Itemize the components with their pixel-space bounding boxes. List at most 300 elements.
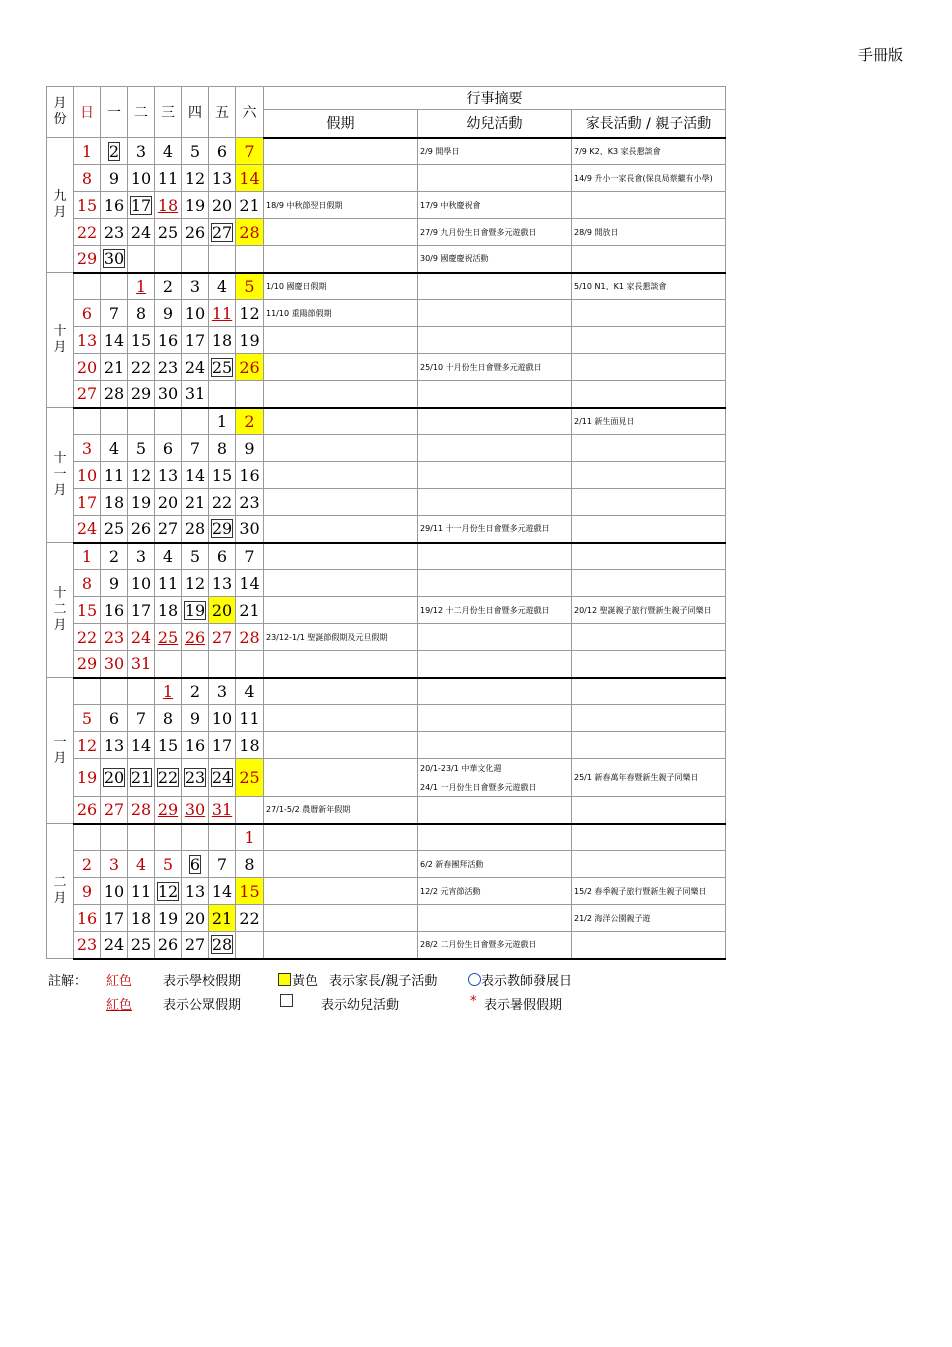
child-activity-cell — [418, 678, 572, 705]
day-cell — [236, 824, 264, 851]
day-number: 21 — [103, 357, 125, 377]
child-activity-cell — [418, 381, 572, 408]
day-cell — [182, 570, 209, 597]
day-number: 28 — [184, 519, 206, 539]
day-cell — [128, 381, 155, 408]
day-number: 15 — [130, 330, 152, 350]
day-number: 20 — [76, 357, 98, 377]
week-row — [47, 905, 726, 932]
legend-yellow — [278, 970, 318, 989]
day-cell — [74, 732, 101, 759]
day-number: 25 — [103, 519, 125, 539]
day-number: 24 — [103, 935, 125, 955]
day-number: 13 — [211, 573, 233, 593]
parent-activity-cell — [572, 851, 726, 878]
day-number: 30 — [103, 654, 125, 674]
week-row — [47, 543, 726, 570]
day-number: 5 — [189, 546, 201, 566]
day-cell — [236, 651, 264, 678]
day-number: 16 — [184, 735, 206, 755]
week-row — [47, 462, 726, 489]
day-number: 29 — [157, 800, 179, 820]
day-cell — [101, 678, 128, 705]
day-cell — [182, 543, 209, 570]
box-swatch-icon — [280, 994, 293, 1007]
day-number: 20 — [211, 195, 233, 215]
day-number: 7 — [244, 141, 255, 161]
day-number: 2 — [108, 141, 120, 161]
edition-label: 手冊版 — [858, 46, 904, 64]
day-cell — [182, 705, 209, 732]
holiday-cell — [264, 651, 418, 678]
day-cell — [101, 570, 128, 597]
day-number: 18 — [130, 908, 152, 928]
week-row — [47, 246, 726, 273]
day-number: 2 — [81, 854, 93, 874]
day-number: 22 — [157, 768, 179, 787]
child-activity-cell — [418, 489, 572, 516]
parent-activity-cell — [572, 543, 726, 570]
parent-activity-cell: 25/1 新春萬年春暨新生親子同樂日 — [572, 759, 726, 797]
day-number: 8 — [81, 168, 93, 188]
day-cell — [182, 516, 209, 543]
day-cell — [209, 354, 236, 381]
day-cell — [155, 759, 182, 797]
week-row — [47, 489, 726, 516]
day-number: 28 — [130, 800, 152, 820]
day-number: 17 — [184, 330, 206, 350]
day-cell — [209, 516, 236, 543]
day-number: 26 — [130, 519, 152, 539]
day-number: 7 — [135, 708, 147, 728]
day-number: 23 — [184, 768, 206, 787]
day-cell — [182, 381, 209, 408]
day-number: 11 — [211, 303, 233, 323]
parent-activity-cell — [572, 705, 726, 732]
day-cell — [128, 489, 155, 516]
day-number: 26 — [76, 800, 98, 820]
day-cell — [236, 759, 264, 797]
day-number: 20 — [103, 768, 125, 787]
parent-activity-cell — [572, 797, 726, 824]
day-cell — [74, 165, 101, 192]
day-cell — [236, 327, 264, 354]
parent-activity-cell — [572, 570, 726, 597]
day-cell — [236, 273, 264, 300]
day-header-tue: 二 — [128, 87, 155, 138]
holiday-cell — [264, 905, 418, 932]
day-cell — [128, 300, 155, 327]
legend-star-text: 表示暑假假期 — [484, 998, 563, 1013]
day-cell — [236, 705, 264, 732]
day-cell — [236, 354, 264, 381]
day-number: 1 — [244, 827, 255, 847]
day-number: 2 — [162, 276, 174, 296]
day-cell — [209, 300, 236, 327]
day-number: 2 — [244, 411, 255, 431]
day-header-wed: 三 — [155, 87, 182, 138]
week-row — [47, 597, 726, 624]
day-number: 3 — [108, 854, 120, 874]
day-cell — [209, 138, 236, 165]
day-cell — [74, 543, 101, 570]
parent-activity-cell — [572, 462, 726, 489]
day-cell — [155, 327, 182, 354]
day-number: 3 — [189, 276, 201, 296]
week-row — [47, 192, 726, 219]
day-number: 11 — [239, 708, 260, 728]
parent-activity-cell: 7/9 K2、K3 家長懇談會 — [572, 138, 726, 165]
day-number: 22 — [211, 492, 233, 512]
day-number: 8 — [244, 854, 255, 874]
child-activity-cell: 29/11 十一月份生日會暨多元遊戲日 — [418, 516, 572, 543]
day-number: 23 — [103, 222, 125, 242]
day-header-mon: 一 — [101, 87, 128, 138]
day-number: 13 — [103, 735, 125, 755]
holiday-cell — [264, 327, 418, 354]
legend-yellow-label: 黃色 — [292, 974, 319, 989]
day-cell — [128, 759, 155, 797]
child-activity-cell: 20/1-23/1 中華文化週 24/1 一月份生日會暨多元遊戲日 — [418, 759, 572, 797]
day-number: 25 — [239, 768, 260, 787]
holiday-cell — [264, 597, 418, 624]
child-activity-column-header: 幼兒活動 — [418, 110, 572, 138]
day-cell — [209, 932, 236, 959]
day-cell — [128, 651, 155, 678]
holiday-cell: 27/1-5/2 農曆新年假期 — [264, 797, 418, 824]
holiday-cell — [264, 219, 418, 246]
day-number: 13 — [157, 465, 179, 485]
day-number: 12 — [184, 168, 206, 188]
day-cell — [101, 543, 128, 570]
month-label: 十一月 — [47, 408, 74, 543]
day-cell — [74, 678, 101, 705]
calendar-table — [46, 86, 726, 960]
calendar-body — [47, 138, 726, 959]
day-number: 3 — [135, 141, 147, 161]
child-activity-cell — [418, 624, 572, 651]
day-cell — [101, 516, 128, 543]
child-activity-cell: 25/10 十月份生日會暨多元遊戲日 — [418, 354, 572, 381]
day-number: 19 — [239, 330, 260, 350]
week-row — [47, 759, 726, 797]
day-cell — [74, 597, 101, 624]
holiday-cell — [264, 543, 418, 570]
day-cell — [209, 408, 236, 435]
day-number: 2 — [108, 546, 120, 566]
week-row — [47, 300, 726, 327]
day-cell — [182, 300, 209, 327]
day-cell — [182, 192, 209, 219]
holiday-cell — [264, 165, 418, 192]
day-number: 15 — [239, 881, 260, 901]
day-number: 18 — [239, 735, 260, 755]
day-cell — [182, 932, 209, 959]
day-cell — [74, 759, 101, 797]
holiday-cell — [264, 570, 418, 597]
day-cell — [182, 651, 209, 678]
day-number: 15 — [211, 465, 233, 485]
day-cell — [236, 543, 264, 570]
parent-activity-cell — [572, 327, 726, 354]
day-cell — [182, 435, 209, 462]
day-cell — [128, 192, 155, 219]
day-number: 15 — [76, 600, 98, 620]
parent-activity-cell — [572, 246, 726, 273]
day-cell — [236, 797, 264, 824]
legend-circle-text: 表示教師發展日 — [481, 974, 573, 989]
legend-box — [280, 994, 293, 1010]
day-number: 2 — [189, 681, 201, 701]
day-cell — [182, 219, 209, 246]
day-cell — [128, 462, 155, 489]
legend-red-public: 紅色 — [106, 998, 133, 1013]
day-cell — [209, 651, 236, 678]
day-cell — [209, 435, 236, 462]
day-number: 12 — [76, 735, 98, 755]
day-cell — [155, 932, 182, 959]
day-cell — [182, 732, 209, 759]
day-cell — [236, 905, 264, 932]
day-cell — [128, 932, 155, 959]
day-cell — [74, 570, 101, 597]
child-activity-cell — [418, 273, 572, 300]
child-activity-cell: 27/9 九月份生日會暨多元遊戲日 — [418, 219, 572, 246]
day-number: 7 — [216, 854, 228, 874]
day-cell — [74, 246, 101, 273]
day-number: 28 — [239, 627, 260, 647]
day-number: 5 — [189, 141, 201, 161]
day-cell — [155, 824, 182, 851]
day-number: 16 — [76, 908, 98, 928]
holiday-cell: 11/10 重陽節假期 — [264, 300, 418, 327]
holiday-cell — [264, 435, 418, 462]
day-cell — [182, 327, 209, 354]
day-number: 7 — [189, 438, 201, 458]
day-cell — [182, 408, 209, 435]
day-header-sun: 日 — [74, 87, 101, 138]
day-cell — [101, 851, 128, 878]
parent-activity-cell: 2/11 新生面見日 — [572, 408, 726, 435]
day-cell — [182, 824, 209, 851]
day-cell — [101, 192, 128, 219]
day-number: 26 — [239, 357, 260, 377]
day-number: 10 — [211, 708, 233, 728]
day-cell — [155, 354, 182, 381]
day-number: 17 — [130, 195, 152, 215]
day-cell — [236, 851, 264, 878]
day-cell — [236, 516, 264, 543]
day-number: 20 — [184, 908, 206, 928]
month-label: 二月 — [47, 824, 74, 959]
day-number: 17 — [211, 735, 233, 755]
day-cell — [182, 462, 209, 489]
day-cell — [155, 705, 182, 732]
day-number: 22 — [239, 908, 260, 928]
day-number: 25 — [211, 357, 233, 377]
day-number: 23 — [76, 935, 98, 955]
day-cell — [209, 851, 236, 878]
day-number: 31 — [211, 800, 233, 820]
day-cell — [74, 797, 101, 824]
day-cell — [209, 462, 236, 489]
day-number: 11 — [157, 573, 179, 593]
day-cell — [74, 878, 101, 905]
week-row — [47, 824, 726, 851]
day-number: 8 — [162, 708, 174, 728]
day-cell — [209, 543, 236, 570]
day-number: 14 — [130, 735, 152, 755]
day-number: 14 — [103, 330, 125, 350]
day-cell — [128, 435, 155, 462]
legend-red-school-text: 表示學校假期 — [163, 974, 242, 989]
day-number: 10 — [76, 465, 98, 485]
day-number: 8 — [81, 573, 93, 593]
day-number: 15 — [76, 195, 98, 215]
day-cell — [236, 624, 264, 651]
day-number: 23 — [103, 627, 125, 647]
day-number: 24 — [211, 768, 233, 787]
day-cell — [74, 489, 101, 516]
day-cell — [155, 516, 182, 543]
day-cell — [209, 381, 236, 408]
day-cell — [182, 489, 209, 516]
week-row — [47, 678, 726, 705]
holiday-cell — [264, 678, 418, 705]
week-row — [47, 327, 726, 354]
week-row — [47, 165, 726, 192]
day-number: 22 — [76, 627, 98, 647]
day-cell — [128, 219, 155, 246]
day-cell — [128, 138, 155, 165]
week-row — [47, 624, 726, 651]
week-row — [47, 516, 726, 543]
day-cell — [128, 570, 155, 597]
day-number: 31 — [130, 654, 152, 674]
holiday-cell — [264, 824, 418, 851]
day-cell — [74, 273, 101, 300]
yellow-swatch-icon — [278, 973, 291, 986]
week-row — [47, 932, 726, 959]
day-cell — [101, 165, 128, 192]
day-number: 5 — [162, 854, 174, 874]
day-number: 9 — [81, 881, 93, 901]
day-number: 6 — [216, 546, 228, 566]
day-cell — [209, 905, 236, 932]
day-number: 29 — [76, 654, 98, 674]
day-cell — [101, 354, 128, 381]
day-number: 6 — [162, 438, 174, 458]
day-number: 24 — [130, 627, 152, 647]
parent-activity-column-header: 家長活動 / 親子活動 — [572, 110, 726, 138]
summary-header: 行事摘要 — [264, 87, 726, 110]
day-cell — [101, 824, 128, 851]
day-number: 13 — [76, 330, 98, 350]
day-cell — [74, 932, 101, 959]
day-cell — [182, 138, 209, 165]
day-number: 14 — [239, 168, 260, 188]
day-cell — [101, 797, 128, 824]
day-number: 30 — [157, 384, 179, 404]
day-number: 18 — [157, 600, 179, 620]
day-cell — [209, 165, 236, 192]
day-number: 4 — [162, 546, 174, 566]
day-number: 28 — [211, 935, 233, 955]
day-number: 9 — [189, 708, 201, 728]
holiday-cell — [264, 851, 418, 878]
day-cell — [128, 597, 155, 624]
holiday-cell — [264, 381, 418, 408]
day-cell — [155, 597, 182, 624]
day-number: 12 — [239, 303, 260, 323]
day-cell — [128, 516, 155, 543]
day-cell — [182, 678, 209, 705]
child-activity-cell — [418, 797, 572, 824]
day-cell — [155, 381, 182, 408]
holiday-cell — [264, 759, 418, 797]
day-number: 11 — [130, 881, 152, 901]
week-row — [47, 273, 726, 300]
day-number: 21 — [184, 492, 206, 512]
day-cell — [74, 300, 101, 327]
day-number: 9 — [108, 168, 120, 188]
week-row — [47, 705, 726, 732]
week-row — [47, 138, 726, 165]
day-cell — [236, 932, 264, 959]
day-cell — [236, 408, 264, 435]
day-cell — [155, 300, 182, 327]
day-number: 11 — [157, 168, 179, 188]
day-number: 1 — [81, 141, 93, 161]
parent-activity-cell — [572, 435, 726, 462]
day-cell — [236, 192, 264, 219]
week-row — [47, 851, 726, 878]
day-cell — [101, 624, 128, 651]
month-column-header — [47, 87, 74, 138]
day-number: 12 — [184, 573, 206, 593]
day-number: 27 — [103, 800, 125, 820]
day-cell — [101, 878, 128, 905]
day-number: 16 — [157, 330, 179, 350]
day-number: 1 — [162, 681, 174, 701]
day-number: 21 — [239, 195, 260, 215]
day-number: 6 — [108, 708, 120, 728]
day-cell — [236, 878, 264, 905]
day-cell — [74, 905, 101, 932]
child-activity-cell — [418, 651, 572, 678]
day-number: 9 — [244, 438, 255, 458]
day-number: 16 — [103, 195, 125, 215]
day-number: 28 — [103, 384, 125, 404]
day-cell — [182, 878, 209, 905]
legend-box-text: 表示幼兒活動 — [321, 998, 400, 1013]
day-header-sat: 六 — [236, 87, 264, 138]
parent-activity-cell: 15/2 春季親子旅行暨新生親子同樂日 — [572, 878, 726, 905]
parent-activity-cell — [572, 381, 726, 408]
day-number: 24 — [76, 519, 98, 539]
day-cell — [209, 192, 236, 219]
day-number: 17 — [130, 600, 152, 620]
day-cell — [182, 905, 209, 932]
day-number: 22 — [130, 357, 152, 377]
holiday-cell — [264, 932, 418, 959]
day-cell — [155, 462, 182, 489]
day-cell — [128, 905, 155, 932]
child-activity-cell: 6/2 新春團拜活動 — [418, 851, 572, 878]
child-activity-cell — [418, 327, 572, 354]
day-cell — [155, 219, 182, 246]
day-number: 17 — [76, 492, 98, 512]
